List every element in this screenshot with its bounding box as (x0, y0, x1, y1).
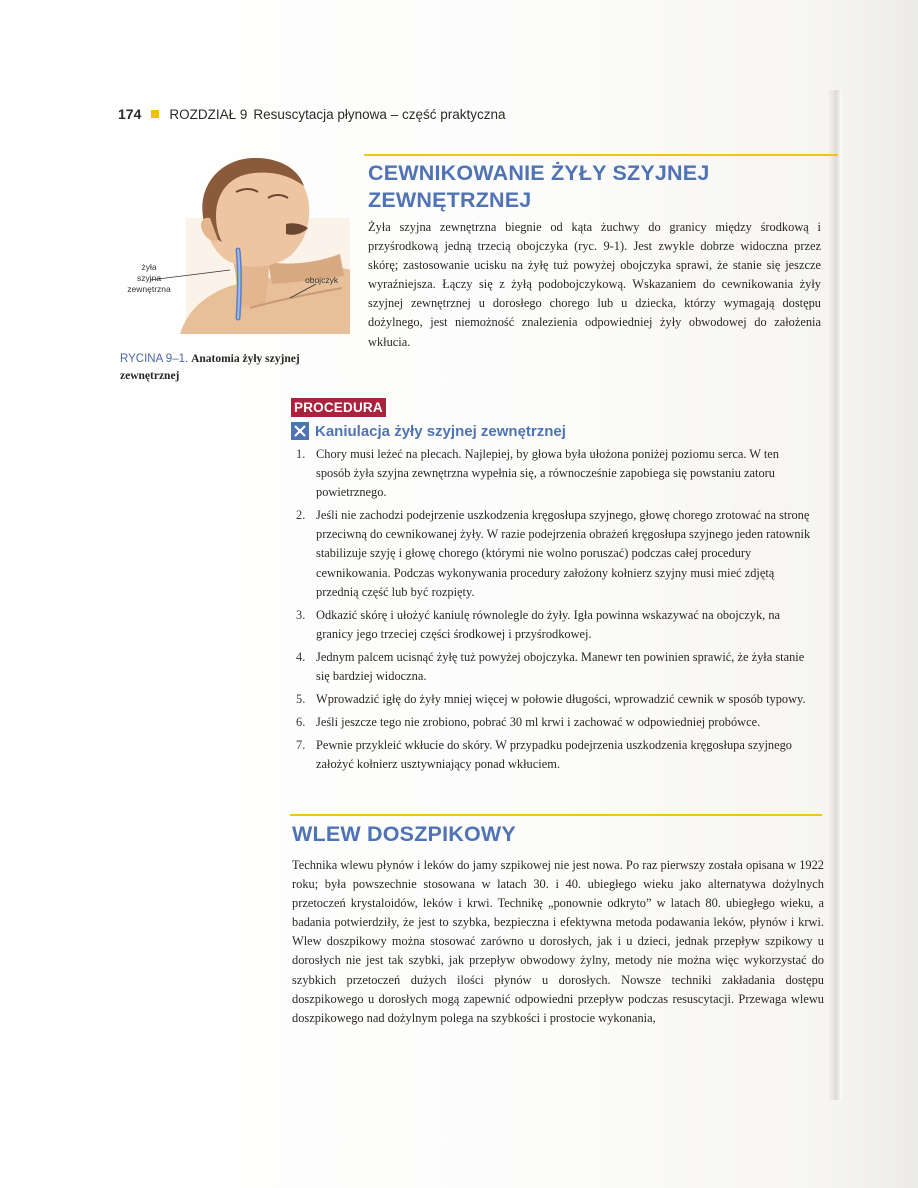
procedure-step (296, 690, 816, 709)
procedure-step (296, 606, 816, 644)
step-text: Odkazić skórę i ułożyć kaniulę równolegle do żyły. Igła powinna wskazywać na obojczyk, na granicy jego trzeciej części środkowej i przyśrodkowej. (316, 607, 781, 641)
procedure-title: Kaniulacja żyły szyjnej zewnętrznej (315, 422, 566, 440)
procedure-steps (296, 445, 816, 779)
procedure-step (296, 506, 816, 601)
page-gutter-shadow (828, 90, 842, 1100)
neck-anatomy-illustration (118, 158, 350, 334)
chapter-label: ROZDZIAŁ 9 (169, 106, 248, 122)
yellow-square-marker (151, 110, 159, 118)
label-clavicle: obojczyk (305, 275, 339, 285)
step-text: Jeśli jeszcze tego nie zrobiono, pobrać 30 ml krwi i zachować w odpowiedniej probówce. (316, 715, 761, 730)
label-vein-line2: szyjna (136, 273, 162, 283)
procedure-step (296, 736, 816, 774)
step-number: 6. (296, 715, 306, 730)
step-number: 7. (296, 738, 306, 753)
intro-paragraph: Żyła szyjna zewnętrzna biegnie od kąta żuchwy do granicy między środkową i przyśrodkową jedną trzecią obojczyka (ryc. 9-1). Jest zwykle dobrze widoczna przez skórę; zastosowanie ucisku na żyłę tuż powyżej obojczyka sprawi, że stanie się jeszcze wyraźniejsza. Łączy się z żyłą podobojczykową. Wskazaniem do cewnikowania żyły szyjnej zewnętrznej u dorosłego chorego lub u dziecka, którzy wymagają dostępu dożylnego, jest niemożność znalezienia odpowiedniej żyły obwodowej do założenia wkłucia. (368, 220, 821, 349)
figure-caption-label: RYCINA 9–1. (120, 353, 189, 365)
figure-caption (120, 351, 350, 385)
step-number: 4. (296, 649, 306, 664)
page-number: 174 (118, 106, 142, 122)
step-text: Jeśli nie zachodzi podejrzenie uszkodzenia kręgosłupa szyjnego, głowę chorego zrotować na stronę przeciwną do cewnikowanej żyły. W razie podejrzenia obrażeń kręgosłupa szyjnego jeden ratownik stabilizuje szyję i głowę chorego (którymi nie wolno poruszać) podczas całej procedury cewnikowania. Podczas wykonywania procedury założony kołnierz szyjny musi mieć zdjętą przednią część lub być rozpięty. (316, 508, 811, 599)
running-head (118, 104, 506, 124)
label-vein-line3: zewnętrzna (127, 284, 171, 294)
step-text: Pewnie przykleić wkłucie do skóry. W przypadku podejrzenia uszkodzenia kręgosłupa szyjnego założyć kołnierz usztywniający ponad wkłuciem. (316, 738, 792, 772)
step-text: Chory musi leżeć na plecach. Najlepiej, by głowa była ułożona poniżej poziomu serca. W ten sposób żyła szyjna zewnętrzna wypełnia się, a równocześnie zapobiega się powstaniu zatoru powietrznego. (316, 447, 780, 500)
procedure-step (296, 648, 816, 686)
wlew-paragraph: Technika wlewu płynów i leków do jamy szpikowej nie jest nowa. Po raz pierwszy została opisana w 1922 roku; była powszechnie stosowana w latach 30. i 40. ubiegłego wieku jako alternatywa dożylnych przetoczeń krystaloidów, leków i krwi. Technikę „ponownie odkryto” w latach 80. ubiegłego wieku, a badania potwierdziły, że jest to szybka, bezpieczna i efektywna metoda podawania leków, płynów i krwi. Wlew doszpikowy można stosować zarówno u dorosłych, jak i u dzieci, jednak przepływ szpikowy u dorosłych nie jest tak szybki, jak przepływ obwodowy żylny, metody nie można więc wykorzystać do szybkich przetoczeń dużych ilości płynów u dorosłych. Nowsze techniki zakładania dostępu doszpikowego u dorosłych mogą zapewnić odpowiedni przepływ podczas resuscytacji. Przewaga wlewu doszpikowego nad dożylnym polega na szybkości i prostocie wykonania, (292, 858, 824, 1025)
section-rule-wlew (290, 814, 822, 816)
step-number: 5. (296, 692, 306, 707)
section-heading-cewnikowanie (368, 160, 798, 214)
step-number: 2. (296, 508, 306, 523)
label-vein (118, 262, 180, 295)
label-vein-line1: żyła (141, 262, 157, 272)
figure-caption-text: Anatomia żyły szyjnej zewnętrznej (120, 353, 300, 382)
section-rule-top (364, 154, 838, 156)
heading-line2: ZEWNĘTRZNEJ (368, 188, 532, 212)
step-text: Jednym palcem ucisnąć żyłę tuż powyżej obojczyka. Manewr ten powinien sprawić, że żyła stanie się bardziej widoczna. (316, 649, 805, 684)
procedure-step (296, 445, 816, 502)
procedure-label: PROCEDURA (291, 398, 386, 417)
heading-line1: CEWNIKOWANIE ŻYŁY SZYJNEJ (368, 161, 710, 185)
procedure-title-row (291, 422, 566, 440)
step-number: 3. (296, 607, 306, 622)
procedure-step (296, 713, 816, 732)
step-number: 1. (296, 447, 306, 461)
section-heading-wlew: WLEW DOSZPIKOWY (292, 822, 516, 846)
chapter-title: Resuscytacja płynowa – część praktyczna (253, 106, 506, 122)
step-text: Wprowadzić igłę do żyły mniej więcej w połowie długości, wprowadzić cewnik w sposób typowy. (316, 692, 806, 707)
procedure-icon (291, 422, 309, 440)
